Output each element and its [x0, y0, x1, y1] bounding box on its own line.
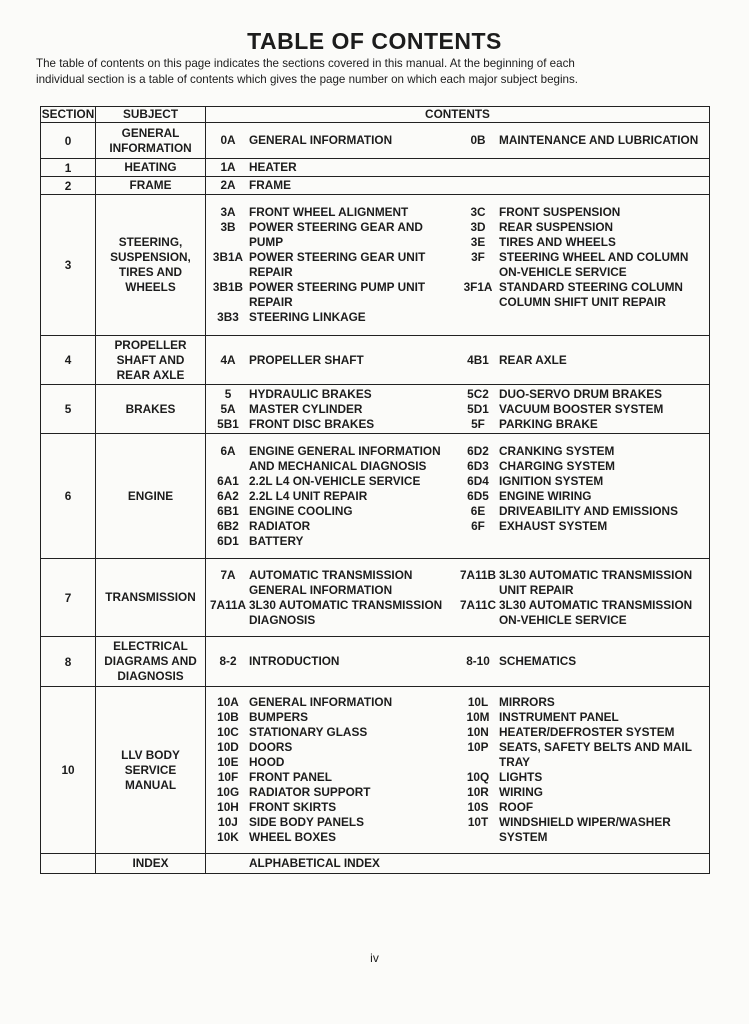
header-contents: CONTENTS	[206, 107, 710, 123]
entry-code: 10J	[218, 815, 238, 829]
table-row	[41, 559, 710, 637]
contents-entry	[210, 800, 460, 815]
entry-text: MASTER CYLINDER	[249, 401, 363, 416]
entry-code: 10C	[217, 725, 239, 739]
contents-column-right	[460, 160, 706, 175]
contents-entry	[460, 695, 706, 710]
subject-line: MANUAL	[124, 777, 177, 792]
contents-entry	[210, 205, 460, 220]
contents-columns	[206, 444, 709, 549]
contents-entry	[460, 387, 706, 402]
subject-line: INFORMATION	[109, 140, 192, 155]
contents-entry	[210, 519, 460, 534]
contents-entry	[460, 133, 706, 148]
entry-code: 6D1	[217, 533, 239, 548]
entry-code: 7A	[220, 567, 236, 582]
contents-entry	[210, 725, 460, 740]
entry-text: FRONT DISC BRAKES	[249, 416, 375, 431]
contents-columns	[206, 387, 709, 432]
section-cell: 8	[41, 637, 96, 687]
entry-text: SEATS, SAFETY BELTS AND MAIL TRAY	[499, 740, 692, 769]
entry-text: HOOD	[249, 755, 285, 769]
intro-line: individual section is a table of contents which gives the page number on which each major subject begins.	[36, 73, 579, 86]
entry-text: REAR AXLE	[499, 352, 567, 367]
subject-line: ENGINE	[127, 488, 174, 503]
entry-text: FRAME	[249, 178, 291, 192]
table-row	[41, 637, 710, 687]
entry-text: POWER STEERING GEAR UNIT REPAIR	[249, 250, 426, 279]
contents-cell	[206, 385, 710, 434]
contents-entry	[210, 310, 460, 325]
entry-text: CRANKING SYSTEM	[499, 443, 615, 458]
contents-entry	[210, 710, 460, 725]
entry-code: 0A	[220, 133, 236, 147]
entry-code: 6B1	[217, 503, 239, 518]
contents-cell	[206, 687, 710, 854]
contents-column-left	[206, 568, 460, 628]
entry-text: LIGHTS	[499, 770, 543, 784]
entry-code: 10A	[217, 695, 239, 709]
contents-entry	[210, 387, 460, 402]
entry-text: FRONT WHEEL ALIGNMENT	[249, 205, 409, 219]
entry-code: 10L	[467, 695, 489, 709]
entry-code: 6D3	[467, 458, 489, 473]
entry-text: 3L30 AUTOMATIC TRANSMISSION DIAGNOSIS	[249, 597, 443, 627]
contents-cell	[206, 637, 710, 687]
contents-cell	[206, 123, 710, 159]
contents-entry	[460, 205, 706, 220]
contents-entry	[460, 740, 706, 770]
entry-text: 2.2L L4 UNIT REPAIR	[249, 488, 368, 503]
entry-code: 4A	[220, 352, 236, 367]
section-cell: 0	[41, 123, 96, 159]
entry-text: INTRODUCTION	[249, 654, 340, 668]
entry-text: STANDARD STEERING COLUMN COLUMN SHIFT UNIT REPAIR	[499, 280, 683, 309]
contents-entry	[210, 504, 460, 519]
contents-column-left	[206, 856, 460, 871]
contents-entry	[210, 474, 460, 489]
subject-line: SERVICE	[124, 762, 177, 777]
entry-text: EXHAUST SYSTEM	[499, 518, 608, 533]
contents-columns	[206, 178, 709, 193]
contents-entry	[460, 800, 706, 815]
entry-text: ENGINE COOLING	[249, 503, 353, 518]
entry-code: 10M	[466, 710, 490, 724]
entry-text: SIDE BODY PANELS	[249, 815, 364, 829]
entry-code: 7A11A	[210, 597, 247, 612]
subject-cell	[96, 123, 206, 159]
entry-code: 10F	[217, 770, 239, 784]
table-row	[41, 123, 710, 159]
header-subject: SUBJECT	[96, 107, 206, 123]
contents-cell	[206, 159, 710, 177]
entry-text: IGNITION SYSTEM	[499, 473, 604, 488]
entry-text: ENGINE WIRING	[499, 488, 592, 503]
entry-code: 1A	[220, 160, 236, 174]
subject-line: INDEX	[132, 856, 169, 870]
entry-code: 10B	[217, 710, 239, 724]
contents-entry	[460, 444, 706, 459]
contents-body	[41, 123, 710, 874]
entry-code: 10N	[467, 725, 489, 739]
entry-text: ROOF	[499, 800, 534, 814]
entry-code: 3E	[470, 235, 486, 249]
entry-text: BUMPERS	[249, 710, 308, 724]
entry-text: 2.2L L4 ON-VEHICLE SERVICE	[249, 473, 421, 488]
contents-entry	[210, 444, 460, 474]
entry-text: TIRES AND WHEELS	[499, 235, 616, 249]
contents-column-left	[206, 205, 460, 325]
intro-line: The table of contents on this page indicates the sections covered in this manual. At the beginning of each	[36, 57, 575, 70]
section-cell: 10	[41, 687, 96, 854]
entry-text: PROPELLER SHAFT	[249, 352, 364, 367]
table-row	[41, 434, 710, 559]
contents-entry	[210, 755, 460, 770]
entry-code: 3A	[220, 205, 236, 219]
entry-text: RADIATOR SUPPORT	[249, 785, 371, 799]
entry-text: DOORS	[249, 740, 293, 754]
contents-entry	[210, 160, 460, 175]
entry-code: 10Q	[466, 770, 490, 784]
entry-code: 3F	[471, 250, 485, 264]
subject-line: BRAKES	[125, 401, 176, 416]
entry-text: FRONT SUSPENSION	[499, 205, 621, 219]
header-section: SECTION	[41, 107, 95, 121]
contents-entry	[210, 250, 460, 280]
contents-entry	[210, 402, 460, 417]
entry-text: 3L30 AUTOMATIC TRANSMISSION UNIT REPAIR	[499, 567, 693, 597]
contents-entry	[460, 654, 706, 669]
entry-text: WINDSHIELD WIPER/WASHER SYSTEM	[499, 815, 671, 844]
entry-code: 3B3	[217, 310, 239, 324]
section-cell: 5	[41, 385, 96, 434]
contents-entry	[460, 710, 706, 725]
subject-cell	[96, 336, 206, 385]
contents-column-left	[206, 387, 460, 432]
contents-column-right	[460, 205, 706, 325]
table-row	[41, 195, 710, 336]
contents-column-right	[460, 695, 706, 845]
subject-cell	[96, 177, 206, 195]
entry-text: SCHEMATICS	[499, 654, 577, 668]
entry-code: 7A11C	[460, 597, 497, 612]
subject-line: HEATING	[124, 160, 177, 174]
contents-column-right	[460, 178, 706, 193]
contents-column-right	[460, 568, 706, 628]
page-number: iv	[370, 951, 379, 965]
contents-entry	[460, 235, 706, 250]
entry-code: 10S	[467, 800, 489, 814]
subject-line: WHEELS	[125, 280, 176, 294]
entry-code: 6A2	[217, 488, 239, 503]
section-cell	[41, 854, 96, 874]
entry-text: CHARGING SYSTEM	[499, 458, 616, 473]
entry-text: FRONT SKIRTS	[249, 800, 337, 814]
subject-cell	[96, 159, 206, 177]
contents-table	[40, 106, 710, 874]
contents-entry	[210, 353, 460, 368]
entry-code: 5F	[471, 416, 485, 431]
entry-text: POWER STEERING PUMP UNIT REPAIR	[249, 280, 426, 309]
entry-code: 6D5	[467, 488, 489, 503]
entry-code: 10H	[217, 800, 239, 814]
contents-column-right	[460, 387, 706, 432]
entry-text: POWER STEERING GEAR AND PUMP	[249, 220, 423, 249]
entry-text: STATIONARY GLASS	[249, 725, 368, 739]
entry-code: 5D1	[467, 401, 489, 416]
entry-code: 6A	[220, 443, 236, 458]
contents-entry	[210, 178, 460, 193]
contents-entry	[460, 568, 706, 598]
contents-entry	[210, 740, 460, 755]
entry-text: MAINTENANCE AND LUBRICATION	[499, 133, 699, 147]
table-row	[41, 385, 710, 434]
contents-columns	[206, 856, 709, 871]
subject-cell	[96, 559, 206, 637]
contents-column-left	[206, 178, 460, 193]
entry-code: 6B2	[217, 518, 239, 533]
section-cell: 2	[41, 177, 96, 195]
contents-cell	[206, 195, 710, 336]
contents-columns	[206, 160, 709, 175]
contents-columns	[206, 205, 709, 325]
contents-entry	[460, 280, 706, 310]
entry-text: DUO-SERVO DRUM BRAKES	[499, 386, 662, 401]
contents-entry	[460, 815, 706, 845]
subject-line: DIAGNOSIS	[117, 669, 184, 683]
entry-text: VACUUM BOOSTER SYSTEM	[499, 401, 664, 416]
table-row	[41, 177, 710, 195]
contents-entry	[210, 534, 460, 549]
entry-code: 10K	[217, 830, 239, 844]
contents-column-left	[206, 444, 460, 549]
contents-columns	[206, 568, 709, 628]
entry-text: GENERAL INFORMATION	[249, 695, 393, 709]
entry-text: STEERING WHEEL AND COLUMN ON-VEHICLE SERVICE	[499, 250, 689, 279]
contents-column-right	[460, 856, 706, 871]
entry-text: BATTERY	[249, 533, 304, 548]
contents-entry	[460, 459, 706, 474]
entry-code: 3B1A	[212, 250, 244, 264]
subject-cell	[96, 854, 206, 874]
entry-code	[210, 856, 246, 871]
subject-line: DIAGRAMS AND	[104, 654, 197, 668]
subject-cell	[96, 434, 206, 559]
entry-code: 3B1B	[212, 280, 244, 294]
entry-code: 5B1	[217, 416, 239, 431]
subject-line: LLV BODY	[121, 747, 180, 762]
entry-text: DRIVEABILITY AND EMISSIONS	[499, 503, 678, 518]
contents-cell	[206, 177, 710, 195]
contents-entry	[460, 725, 706, 740]
contents-entry	[210, 568, 460, 598]
contents-column-left	[206, 160, 460, 175]
contents-column-left	[206, 654, 460, 669]
entry-text: WIRING	[499, 785, 543, 799]
entry-code: 3F1A	[463, 280, 493, 294]
entry-code: 5C2	[467, 386, 489, 401]
entry-text: FRONT PANEL	[249, 770, 333, 784]
entry-code: 6F	[471, 518, 485, 533]
entry-text: GENERAL INFORMATION	[249, 133, 393, 147]
contents-entry	[460, 489, 706, 504]
entry-code: 7A11B	[460, 567, 497, 582]
contents-entry	[460, 504, 706, 519]
contents-entry	[210, 280, 460, 310]
entry-text: INSTRUMENT PANEL	[499, 710, 619, 724]
contents-entry	[460, 220, 706, 235]
contents-cell	[206, 336, 710, 385]
header-row	[41, 107, 710, 123]
contents-entry	[210, 815, 460, 830]
subject-line: SHAFT AND	[116, 352, 185, 367]
entry-code: 6D4	[467, 473, 489, 488]
subject-line: SUSPENSION,	[110, 250, 191, 264]
contents-entry	[460, 417, 706, 432]
subject-cell	[96, 385, 206, 434]
section-cell: 3	[41, 195, 96, 336]
subject-line: TIRES AND	[118, 265, 183, 279]
contents-entry	[460, 598, 706, 628]
entry-code: 10E	[217, 755, 239, 769]
entry-text: ENGINE GENERAL INFORMATION AND MECHANICAL DIAGNOSIS	[249, 443, 441, 473]
contents-entry	[210, 489, 460, 504]
entry-code: 5	[224, 386, 232, 401]
entry-code: 2A	[220, 178, 236, 192]
entry-code: 3B	[220, 220, 236, 234]
contents-cell	[206, 854, 710, 874]
subject-line: TRANSMISSION	[105, 590, 196, 604]
entry-code: 10T	[467, 815, 489, 829]
contents-columns	[206, 133, 709, 148]
contents-columns	[206, 695, 709, 845]
entry-text: STEERING LINKAGE	[249, 310, 366, 324]
entry-code: 10D	[217, 740, 239, 754]
entry-code: 8-2	[219, 654, 237, 668]
contents-entry	[210, 417, 460, 432]
contents-entry	[210, 785, 460, 800]
entry-code: 6A1	[217, 473, 239, 488]
contents-entry	[210, 856, 460, 871]
contents-column-left	[206, 133, 460, 148]
contents-entry	[460, 519, 706, 534]
page-title: TABLE OF CONTENTS	[247, 28, 502, 54]
entry-text: HEATER	[249, 160, 297, 174]
contents-columns	[206, 654, 709, 669]
entry-text: REAR SUSPENSION	[499, 220, 614, 234]
section-cell: 6	[41, 434, 96, 559]
entry-code: 8-10	[466, 654, 490, 668]
contents-column-left	[206, 353, 460, 368]
contents-columns	[206, 353, 709, 368]
entry-code: 6D2	[467, 443, 489, 458]
entry-text: HEATER/DEFROSTER SYSTEM	[499, 725, 675, 739]
contents-column-right	[460, 444, 706, 549]
entry-text: ALPHABETICAL INDEX	[249, 856, 380, 870]
contents-entry	[210, 770, 460, 785]
table-row	[41, 336, 710, 385]
entry-code: 3D	[470, 220, 486, 234]
intro-paragraph	[36, 56, 704, 88]
section-cell: 7	[41, 559, 96, 637]
table-row	[41, 687, 710, 854]
subject-cell	[96, 195, 206, 336]
subject-line: GENERAL	[121, 125, 180, 140]
entry-code: 6E	[470, 503, 486, 518]
entry-code: 0B	[470, 133, 486, 147]
subject-line: ELECTRICAL	[113, 639, 188, 653]
contents-entry	[210, 654, 460, 669]
entry-code: 3C	[470, 205, 486, 219]
subject-line: STEERING,	[118, 235, 183, 249]
entry-text: WHEEL BOXES	[249, 830, 336, 844]
subject-line: FRAME	[129, 178, 172, 192]
entry-text: RADIATOR	[249, 518, 311, 533]
contents-entry	[460, 250, 706, 280]
contents-entry	[210, 598, 460, 628]
section-cell: 4	[41, 336, 96, 385]
table-row	[41, 854, 710, 874]
entry-text: PARKING BRAKE	[499, 416, 598, 431]
contents-entry	[460, 402, 706, 417]
contents-column-right	[460, 133, 706, 148]
contents-entry	[210, 133, 460, 148]
contents-entry	[210, 695, 460, 710]
subject-line: REAR AXLE	[116, 367, 185, 382]
contents-cell	[206, 434, 710, 559]
contents-column-left	[206, 695, 460, 845]
entry-code: 4B1	[467, 352, 489, 367]
entry-code: 10G	[216, 785, 240, 799]
contents-entry	[460, 353, 706, 368]
contents-entry	[460, 770, 706, 785]
entry-code: 10R	[467, 785, 489, 799]
contents-entry	[460, 474, 706, 489]
subject-cell	[96, 637, 206, 687]
entry-code: 5A	[220, 401, 236, 416]
subject-cell	[96, 687, 206, 854]
contents-entry	[460, 785, 706, 800]
contents-column-right	[460, 353, 706, 368]
table-row	[41, 159, 710, 177]
entry-code: 10P	[467, 740, 489, 754]
entry-text: AUTOMATIC TRANSMISSION GENERAL INFORMATION	[249, 567, 413, 597]
contents-entry	[210, 830, 460, 845]
contents-column-right	[460, 654, 706, 669]
entry-text: HYDRAULIC BRAKES	[249, 386, 372, 401]
entry-text: 3L30 AUTOMATIC TRANSMISSION ON-VEHICLE SERVICE	[499, 597, 693, 627]
contents-cell	[206, 559, 710, 637]
contents-entry	[210, 220, 460, 250]
entry-text: MIRRORS	[499, 695, 555, 709]
section-cell: 1	[41, 159, 96, 177]
subject-line: PROPELLER	[114, 337, 187, 352]
